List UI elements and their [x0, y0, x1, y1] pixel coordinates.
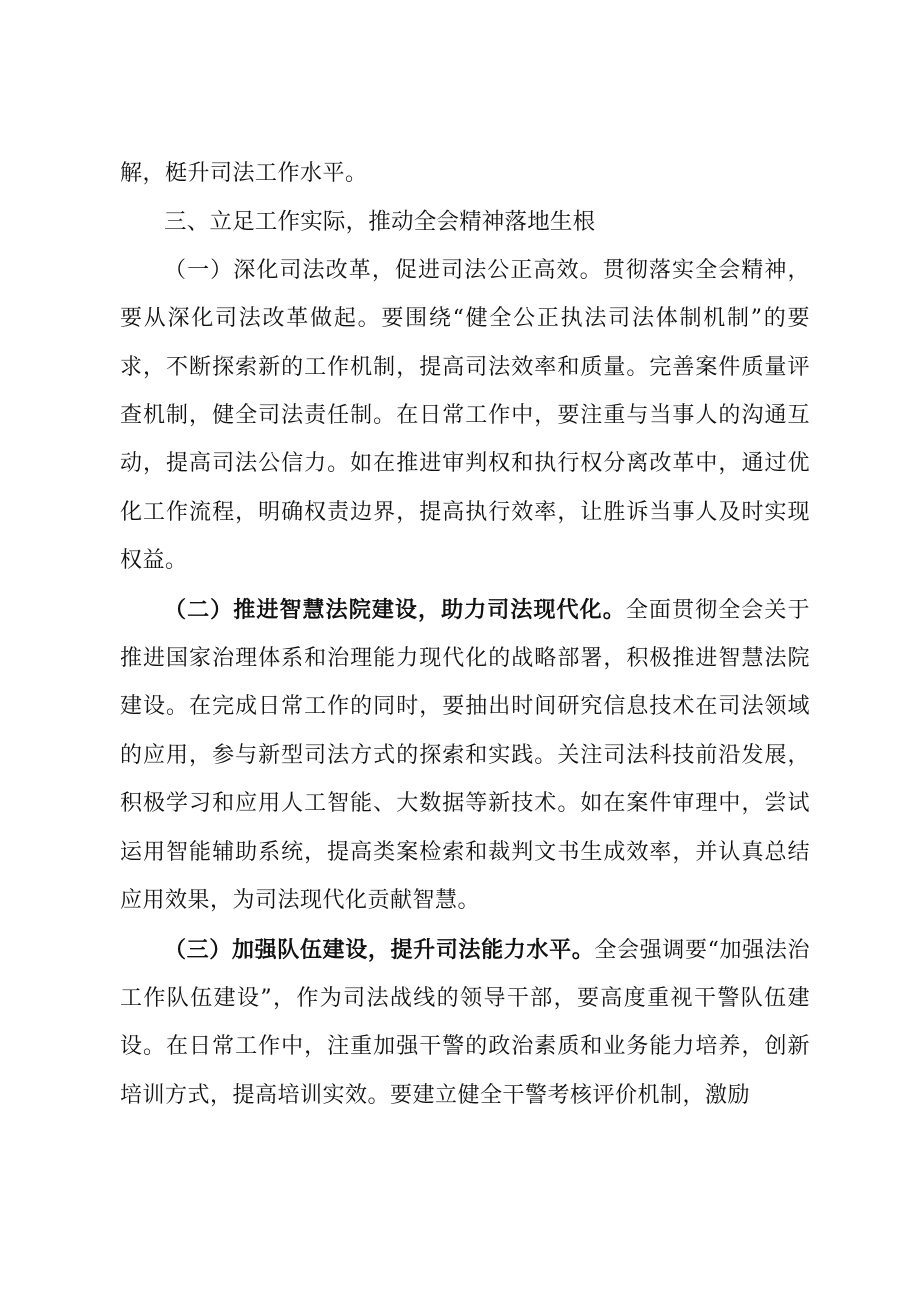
paragraph-1	[120, 247, 810, 586]
paragraph-3	[120, 926, 810, 1121]
document-body	[120, 150, 810, 1120]
section-heading: 三、立足工作实际，推动全会精神落地生根	[164, 209, 596, 236]
opening-fragment: 解，梃升司法工作水平。	[120, 161, 368, 186]
paragraph-3-lead: （三）加强队伍建设，提升司法能力水平。	[164, 936, 595, 963]
paragraph-1-body: 贯彻落实全会精神，要从深化司法改革做起。要围绕“健全公正执法司法体制机制”的要求，不断探索新的工作机制，提高司法效率和质量。完善案件质量评查机制，健全司法责任制。在日常工作中，要注重与当事人的沟通互动，提高司法公信力。如在推进审判权和执行权分离改革中，通过优化工作流程，明确权责边界，提高执行效率，让胜诉当事人及时实现权益。	[120, 257, 810, 574]
paragraph-2	[120, 586, 810, 926]
paragraph-2-lead: （二）推进智慧法院建设，助力司法现代化。	[164, 596, 626, 623]
paragraph-2-body: 全面贯彻全会关于推进国家治理体系和治理能力现代化的战略部署，积极推进智慧法院建设。在完成日常工作的同时，要抽出时间研究信息技术在司法领域的应用，参与新型司法方式的探索和实践。关注司法科技前沿发展，积极学习和应用人工智能、大数据等新技术。如在案件审理中，尝试运用智能辅助系统，提高类案检索和裁判文书生成效率，并认真总结应用效果，为司法现代化贡献智慧。	[120, 597, 810, 914]
paragraph-1-lead: （一）深化司法改革，促进司法公正高效。	[164, 257, 603, 283]
paragraph-3-body: 全会强调要“加强法治工作队伍建设”，作为司法战线的领导干部，要高度重视干警队伍建设。在日常工作中，注重加强干警的政治素质和业务能力培养，创新培训方式，提高培训实效。要建立健全干警考核评价机制，激励	[120, 937, 810, 1108]
